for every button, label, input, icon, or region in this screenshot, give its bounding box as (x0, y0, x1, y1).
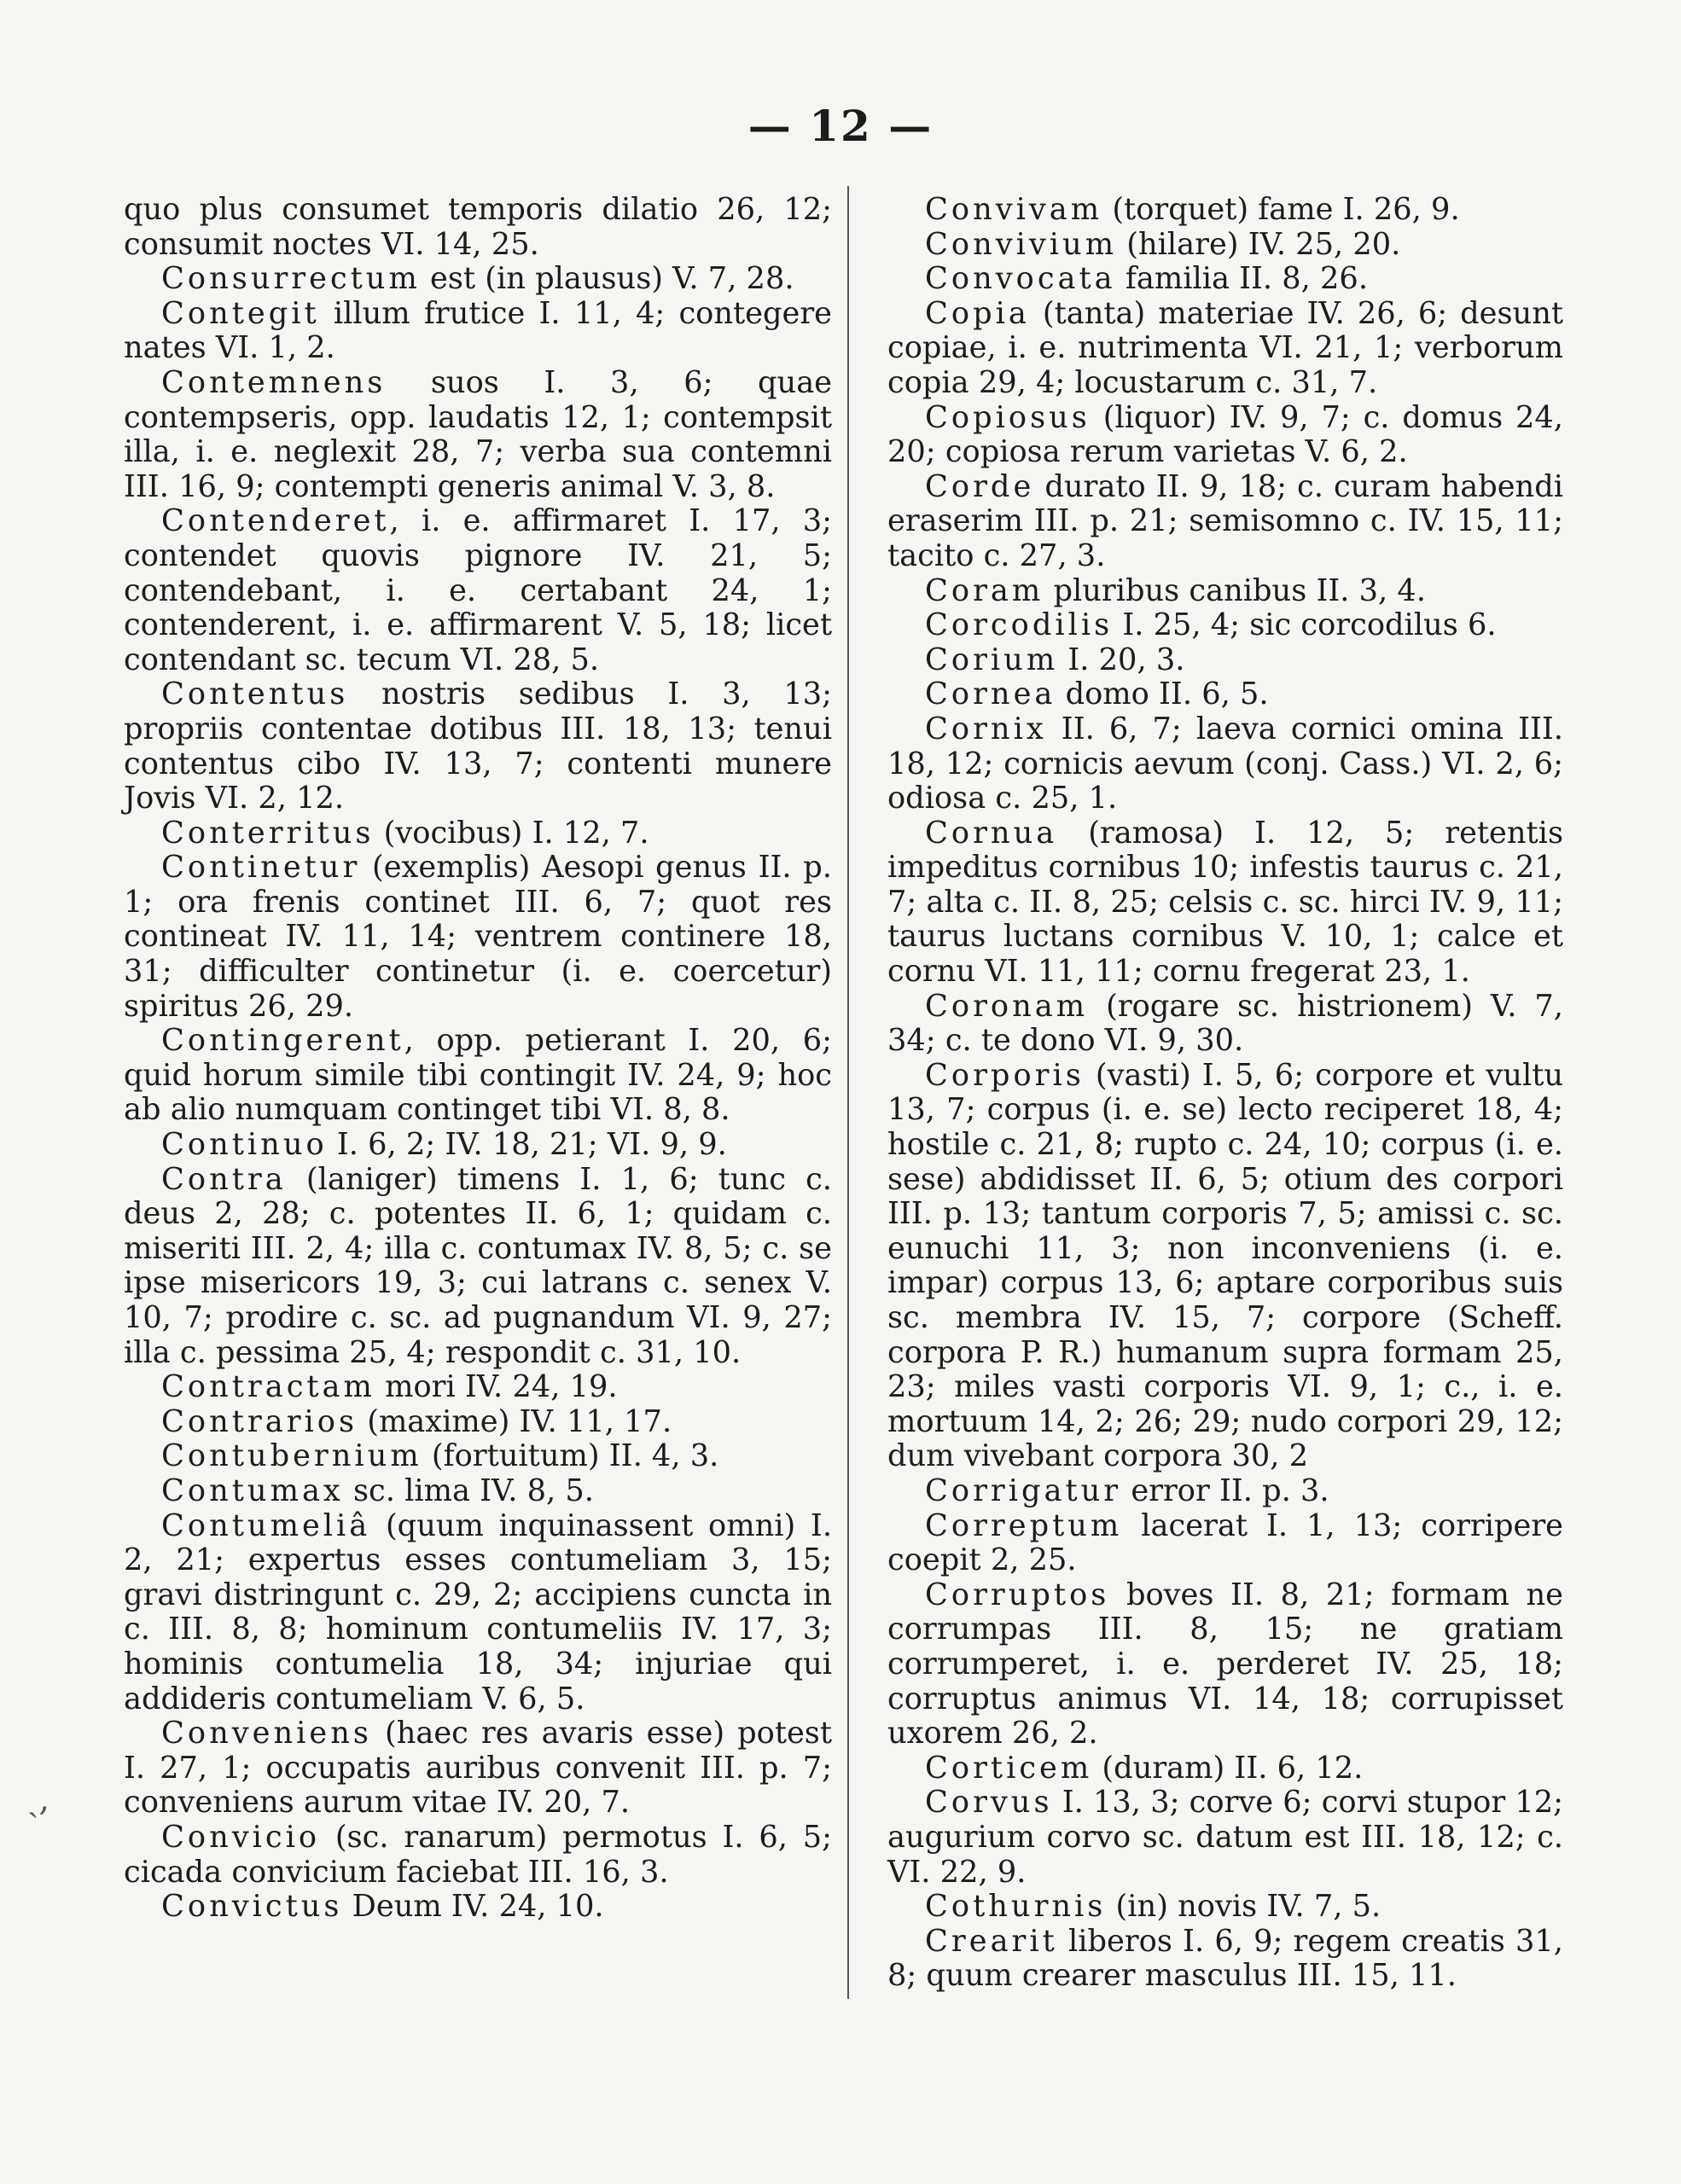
entry-headword: Coronam (925, 988, 1089, 1024)
entry-headword: Convivium (925, 226, 1118, 262)
index-entry (124, 262, 832, 297)
entry-headword: Contingerent (161, 1023, 404, 1059)
entry-text: (exemplis) Aesopi genus II. p. 1; ora frenis continet III. 6, 7; quot res contineat IV. 11, 14; ventrem continere 18, 31; difficulter continetur (i. e. coercetur) spiritus 26, 29. (124, 850, 832, 1024)
entry-headword: Corium (925, 642, 1059, 677)
entry-headword: Consurrectum (161, 261, 421, 297)
entry-headword: Conveniens (161, 1716, 372, 1751)
index-entry (124, 1890, 832, 1925)
left-column (124, 193, 832, 1925)
index-entry (887, 1059, 1563, 1474)
entry-headword: Copiosus (925, 399, 1091, 435)
index-entry (887, 1890, 1563, 1925)
index-entry (124, 1509, 832, 1717)
entry-text: (sc. ranarum) permotus I. 6, 5; cicada convicium faciebat III. 16, 3. (124, 1819, 832, 1890)
index-entry (124, 1128, 832, 1163)
index-entry (887, 1474, 1563, 1509)
entry-text: nostris sedibus I. 3, 13; propriis contentae dotibus III. 18, 13; tenui contentus cibo IV. 13, 7; contenti munere Jovis VI. 2, 12. (124, 677, 832, 816)
entry-text: (haec res avaris esse) potest I. 27, 1; occupatis auribus convenit III. p. 7; conveniens aurum vitae IV. 20, 7. (124, 1716, 832, 1821)
entry-headword: Cornua (925, 815, 1058, 851)
index-entry (887, 470, 1563, 574)
entry-headword: Cothurnis (925, 1889, 1107, 1925)
entry-text: , i. e. affirmaret I. 17, 3; contendet quovis pignore IV. 21, 5; contendebant, i. e. certabant 24, 1; contenderent, i. e. affirmarent V. 5, 18; licet contendant sc. tecum VI. 28, 5. (124, 503, 832, 677)
entry-text: familia II. 8, 26. (1115, 261, 1369, 297)
page-number: — 12 — (747, 101, 934, 151)
entry-text: (vasti) I. 5, 6; corpore et vultu 13, 7; corpus (i. e. se) lecto reciperet 18, 4; hostile c. 21, 8; rupto c. 24, 10; corpus (i. e. sese) abdidisset II. 6, 5; otium des corpori III. p. 13; tantum corporis 7, 5; amissi c. sc. eunuchi 11, 3; non inconveniens (i. e. impar) corpus 13, 6; aptare corporibus suis sc. membra IV. 15, 7; corpore (Scheff. corpora P. R.) humanum supra formam 25, 23; miles vasti corporis VI. 9, 1; c., i. e. mortuum 14, 2; 26; 29; nudo corpori 29, 12; dum vivebant corpora 30, 2 (887, 1057, 1563, 1474)
entry-headword: Contumeliâ (161, 1507, 371, 1543)
entry-headword: Contubernium (161, 1438, 422, 1474)
index-entry (887, 677, 1563, 712)
index-entry (887, 990, 1563, 1059)
index-entry (124, 1405, 832, 1440)
index-entry (887, 1578, 1563, 1751)
entry-headword: Cornix (925, 711, 1047, 746)
index-entry (887, 1786, 1563, 1890)
index-entry (124, 297, 832, 366)
index-entry (124, 816, 832, 851)
entry-text: (liquor) IV. 9, 7; c. domus 24, 20; copiosa rerum varietas V. 6, 2. (887, 399, 1563, 470)
entry-text: (tanta) materiae IV. 26, 6; desunt copiae, i. e. nutrimenta VI. 21, 1; verborum copia 29, 4; locustarum c. 31, 7. (887, 295, 1563, 400)
index-entry (887, 262, 1563, 297)
entry-text: (ramosa) I. 12, 5; retentis impeditus cornibus 10; infestis taurus c. 21, 7; alta c. II. 8, 25; celsis c. sc. hirci IV. 9, 11; taurus luctans cornibus V. 10, 1; calce et cornu VI. 11, 11; cornu fregerat 23, 1. (887, 815, 1563, 990)
index-entry (887, 228, 1563, 263)
index-entry (887, 574, 1563, 609)
index-entry (887, 712, 1563, 816)
entry-text: I. 20, 3. (1058, 642, 1185, 677)
index-entry (887, 816, 1563, 990)
entry-headword: Corvus (925, 1785, 1053, 1821)
entry-text: (in) novis IV. 7, 5. (1106, 1889, 1381, 1925)
entry-headword: Corde (925, 468, 1035, 504)
index-entry (124, 1163, 832, 1371)
index-entry (124, 366, 832, 504)
entry-text: sc. lima IV. 8, 5. (343, 1472, 594, 1508)
index-entry (887, 1925, 1563, 1994)
entry-text: (fortuitum) II. 4, 3. (422, 1438, 719, 1474)
entry-headword: Copia (925, 295, 1030, 331)
entry-headword: Corporis (925, 1057, 1085, 1093)
entry-text: (laniger) timens I. 1, 6; tunc c. deus 2, 28; c. potentes II. 6, 1; quidam c. miseriti III. 2, 4; illa c. contumax IV. 8, 5; c. se ipse misericors 19, 3; cui latrans c. senex V. 10, 7; prodire c. sc. ad pugnandum VI. 9, 27; illa c. pessima 25, 4; respondit c. 31, 10. (124, 1161, 832, 1370)
entry-text: I. 25, 4; sic corcodilus 6. (1113, 607, 1497, 643)
entry-text: (rogare sc. histrionem) V. 7, 34; c. te dono VI. 9, 30. (887, 988, 1563, 1059)
entry-text: (hilare) IV. 25, 20. (1117, 226, 1401, 262)
entry-headword: Contegit (161, 295, 320, 331)
index-entry (887, 401, 1563, 470)
entry-headword: Conterritus (161, 815, 375, 851)
entry-text: error II. p. 3. (1121, 1472, 1329, 1508)
entry-headword: Corcodilis (925, 607, 1114, 643)
entry-text: (torquet) fame I. 26, 9. (1102, 192, 1460, 227)
right-column (887, 193, 1563, 1994)
entry-text: (duram) II. 6, 12. (1092, 1750, 1364, 1786)
entry-text: I. 13, 3; corve 6; corvi stupor 12; augurium corvo sc. datum est III. 18, 12; c. VI. 22, 9. (887, 1785, 1563, 1890)
entry-text: lacerat I. 1, 13; corripere coepit 2, 25. (887, 1507, 1563, 1578)
entry-text: quo plus consumet temporis dilatio 26, 12; consumit noctes VI. 14, 25. (124, 192, 832, 262)
entry-headword: Contractam (161, 1369, 375, 1405)
entry-headword: Corruptos (925, 1577, 1110, 1612)
entry-headword: Convocata (925, 261, 1116, 297)
index-entry (124, 677, 832, 816)
entry-headword: Convivam (925, 192, 1103, 227)
entry-headword: Continetur (161, 850, 361, 886)
index-entry (887, 1751, 1563, 1786)
entry-text: I. 6, 2; IV. 18, 21; VI. 9, 9. (327, 1127, 727, 1163)
index-entry (124, 1439, 832, 1474)
entry-headword: Contra (161, 1161, 287, 1197)
index-entry (887, 608, 1563, 643)
entry-headword: Contentus (161, 677, 349, 712)
entry-headword: Contrarios (161, 1403, 358, 1439)
entry-headword: Correptum (925, 1507, 1123, 1543)
entry-text: illum frutice I. 11, 4; contegere nates VI. 1, 2. (124, 295, 832, 366)
entry-text: domo II. 6, 5. (1056, 677, 1269, 712)
entry-headword: Convicio (161, 1819, 321, 1855)
entry-headword: Continuo (161, 1127, 328, 1163)
entry-text: (maxime) IV. 11, 17. (358, 1403, 672, 1439)
entry-text: liberos I. 6, 9; regem creatis 31, 8; quum crearer masculus III. 15, 11. (887, 1923, 1563, 1994)
entry-text: durato II. 9, 18; c. curam habendi eraserim III. p. 21; semisomno c. IV. 15, 11; tacito c. 27, 3. (887, 468, 1563, 573)
entry-headword: Cornea (925, 677, 1056, 712)
entry-text: (quum inquinassent omni) I. 2, 21; expertus esses contumeliam 3, 15; gravi distringunt c. 29, 2; accipiens cuncta in c. III. 8, 8; hominum contumeliis IV. 17, 3; hominis contumelia 18, 34; injuriae qui addideris contumeliam V. 6, 5. (124, 1507, 832, 1716)
index-entry (124, 193, 832, 262)
entry-text: II. 6, 7; laeva cornici omina III. 18, 12; cornicis aevum (conj. Cass.) VI. 2, 6; odiosa c. 25, 1. (887, 711, 1563, 816)
index-entry (124, 1716, 832, 1821)
index-entry (887, 1509, 1563, 1578)
entry-text: , opp. petierant I. 20, 6; quid horum simile tibi contingit IV. 24, 9; hoc ab alio numquam continget tibi VI. 8, 8. (124, 1023, 832, 1128)
entry-headword: Corticem (925, 1750, 1093, 1786)
entry-text: est (in plausus) V. 7, 28. (420, 261, 794, 297)
entry-text: (vocibus) I. 12, 7. (374, 815, 649, 851)
index-entry (124, 504, 832, 677)
index-entry (124, 851, 832, 1024)
index-entry (124, 1474, 832, 1509)
index-entry (124, 1024, 832, 1128)
entry-headword: Contenderet (161, 503, 390, 539)
entry-headword: Contemnens (161, 364, 387, 400)
entry-headword: Crearit (925, 1923, 1058, 1959)
entry-text: suos I. 3, 6; quae contempseris, opp. laudatis 12, 1; contempsit illa, i. e. neglexit 28, 7; verba sua contemni III. 16, 9; contempti generis animal V. 3, 8. (124, 364, 832, 504)
entry-text: Deum IV. 24, 10. (342, 1889, 604, 1925)
index-entry (887, 297, 1563, 401)
entry-text: pluribus canibus II. 3, 4. (1044, 572, 1426, 608)
entry-headword: Contumax (161, 1472, 344, 1508)
entry-headword: Coram (925, 572, 1044, 608)
index-entry (887, 643, 1563, 678)
entry-headword: Corrigatur (925, 1472, 1122, 1508)
index-entry (887, 193, 1563, 228)
entry-text: mori IV. 24, 19. (375, 1369, 618, 1405)
index-entry (124, 1821, 832, 1890)
column-divider (847, 186, 849, 1999)
entry-headword: Convictus (161, 1889, 343, 1925)
entry-text: boves II. 8, 21; formam ne corrumpas III. 8, 15; ne gratiam corrumperet, i. e. perderet IV. 25, 18; corruptus animus VI. 14, 18; corrupisset uxorem 26, 2. (887, 1577, 1563, 1751)
margin-mark: ˏ, (27, 1780, 50, 1819)
index-entry (124, 1370, 832, 1405)
